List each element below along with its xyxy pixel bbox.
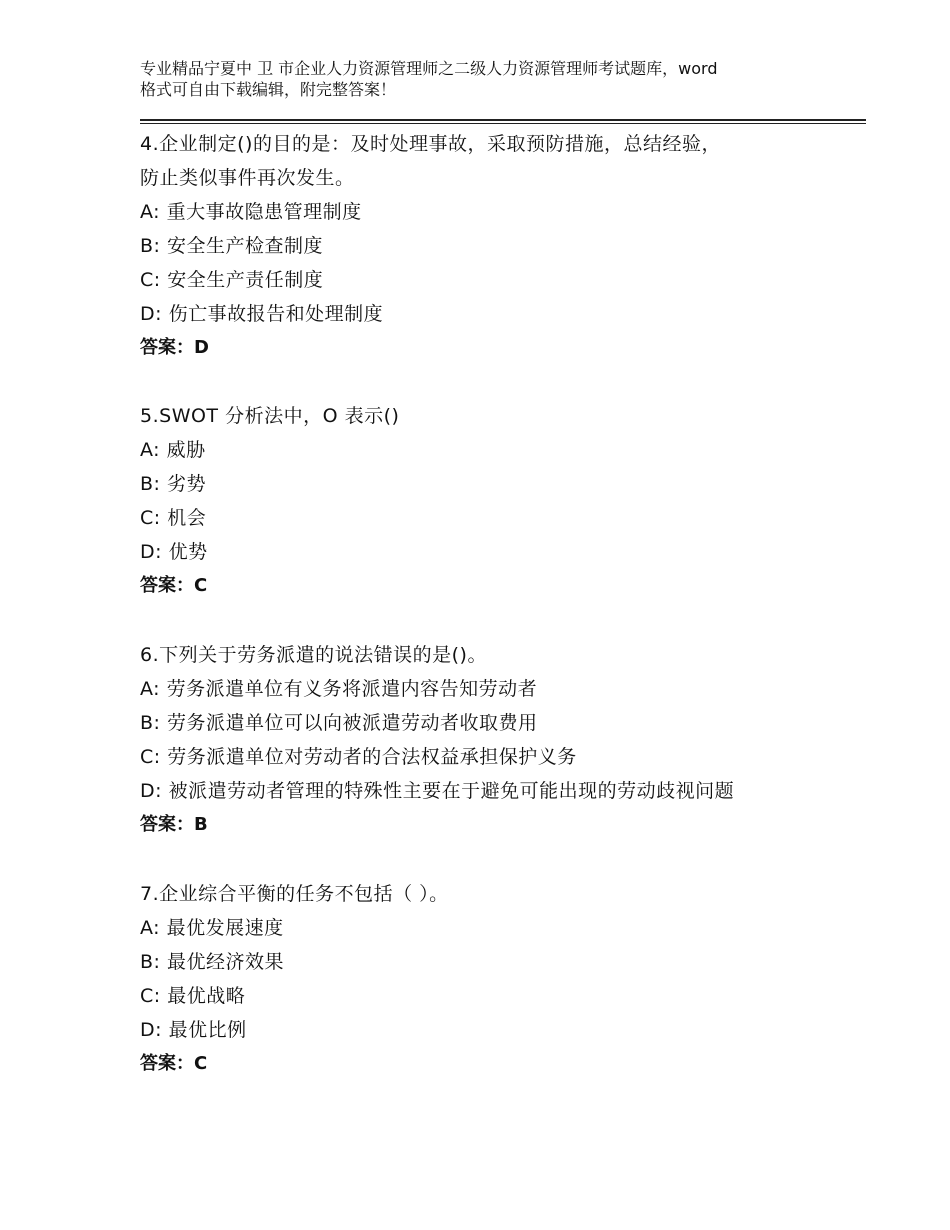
option-b: B: 安全生产检查制度 xyxy=(140,235,323,257)
header-line-1: 专业精品宁夏中 卫 市企业人力资源管理师之二级人力资源管理师考试题库，word xyxy=(140,59,718,78)
question-stem-line: 5.SWOT 分析法中，O 表示() xyxy=(140,405,400,427)
question-7 xyxy=(140,877,840,1081)
option-c: C: 劳务派遣单位对劳动者的合法权益承担保护义务 xyxy=(140,746,577,768)
answer-label: 答案：D xyxy=(140,337,209,358)
answer-label: 答案：B xyxy=(140,814,208,835)
option-d: D: 被派遣劳动者管理的特殊性主要在于避免可能出现的劳动歧视问题 xyxy=(140,780,735,802)
option-c: C: 最优战略 xyxy=(140,985,246,1007)
option-c: C: 安全生产责任制度 xyxy=(140,269,324,291)
option-b: B: 劳务派遣单位可以向被派遣劳动者收取费用 xyxy=(140,712,538,734)
question-stem-line: 6.下列关于劳务派遣的说法错误的是()。 xyxy=(140,644,487,666)
answer-label: 答案：C xyxy=(140,575,208,596)
option-c: C: 机会 xyxy=(140,507,207,529)
option-d: D: 伤亡事故报告和处理制度 xyxy=(140,303,384,325)
option-d: D: 优势 xyxy=(140,541,208,563)
page-header xyxy=(140,58,840,100)
option-a: A: 重大事故隐患管理制度 xyxy=(140,201,362,223)
question-stem-line: 4.企业制定()的目的是：及时处理事故，采取预防措施，总结经验， xyxy=(140,133,721,155)
answer-label: 答案：C xyxy=(140,1053,208,1074)
question-stem-line: 7.企业综合平衡的任务不包括（ ）。 xyxy=(140,883,449,905)
option-b: B: 劣势 xyxy=(140,473,206,495)
header-line-2: 格式可自由下载编辑，附完整答案！ xyxy=(140,80,397,99)
header-divider xyxy=(140,119,866,124)
option-a: A: 劳务派遣单位有义务将派遣内容告知劳动者 xyxy=(140,678,538,700)
question-stem-line: 防止类似事件再次发生。 xyxy=(140,167,355,189)
question-6 xyxy=(140,638,840,842)
option-a: A: 最优发展速度 xyxy=(140,917,284,939)
option-b: B: 最优经济效果 xyxy=(140,951,284,973)
option-d: D: 最优比例 xyxy=(140,1019,247,1041)
question-5 xyxy=(140,399,840,603)
option-a: A: 威胁 xyxy=(140,439,206,461)
question-4 xyxy=(140,127,840,365)
